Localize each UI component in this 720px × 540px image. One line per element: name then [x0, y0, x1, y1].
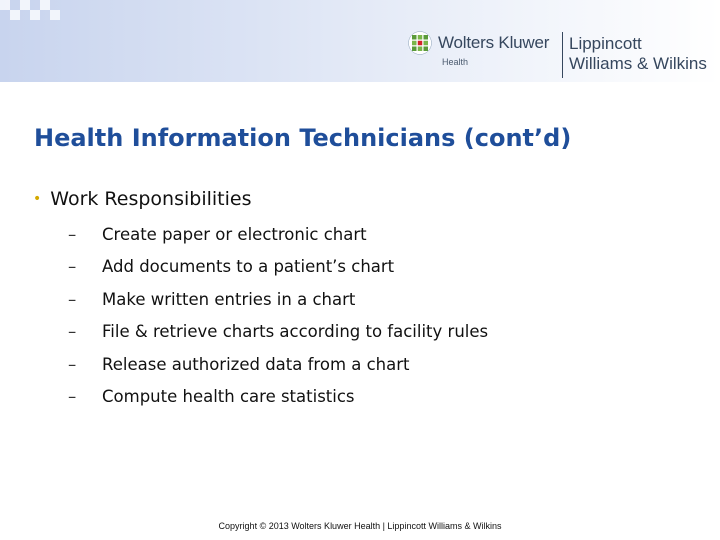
list-item	[68, 224, 488, 256]
slide-title: Health Information Technicians (cont’d)	[34, 124, 572, 152]
list-item-text: Compute health care statistics	[102, 386, 355, 406]
copyright-footer: Copyright © 2013 Wolters Kluwer Health | Lippincott Williams & Wilkins	[218, 521, 502, 531]
header-pattern	[0, 0, 60, 20]
list-item-text: Release authorized data from a chart	[102, 354, 410, 374]
responsibility-list	[68, 224, 488, 418]
logo-divider	[562, 32, 563, 78]
main-bullet-text: Work Responsibilities	[50, 188, 252, 210]
header-band	[0, 0, 720, 82]
logo-imprint-line1: Lippincott	[569, 34, 642, 53]
dash-marker: –	[68, 386, 77, 406]
list-item-text: File & retrieve charts according to facility rules	[102, 322, 489, 342]
list-item-text: Add documents to a patient’s chart	[102, 257, 395, 277]
dash-marker: –	[68, 225, 77, 244]
list-item	[68, 321, 488, 353]
dash-marker: –	[68, 289, 77, 309]
list-item	[68, 354, 488, 386]
list-item	[68, 386, 488, 418]
list-item-text: Make written entries in a chart	[102, 289, 356, 309]
list-item	[68, 256, 488, 288]
logo-division-name: Health	[442, 57, 469, 67]
dash-marker: –	[68, 322, 77, 342]
wolters-kluwer-logo-icon	[408, 31, 432, 55]
dash-marker: –	[68, 257, 77, 277]
bullet-dot-icon: •	[33, 191, 42, 207]
logo-company-name: Wolters Kluwer	[438, 33, 550, 52]
list-item-text: Create paper or electronic chart	[102, 225, 367, 244]
logo-imprint-line2: Williams & Wilkins	[569, 54, 707, 73]
main-bullet	[33, 188, 251, 210]
dash-marker: –	[68, 354, 77, 374]
list-item	[68, 289, 488, 321]
